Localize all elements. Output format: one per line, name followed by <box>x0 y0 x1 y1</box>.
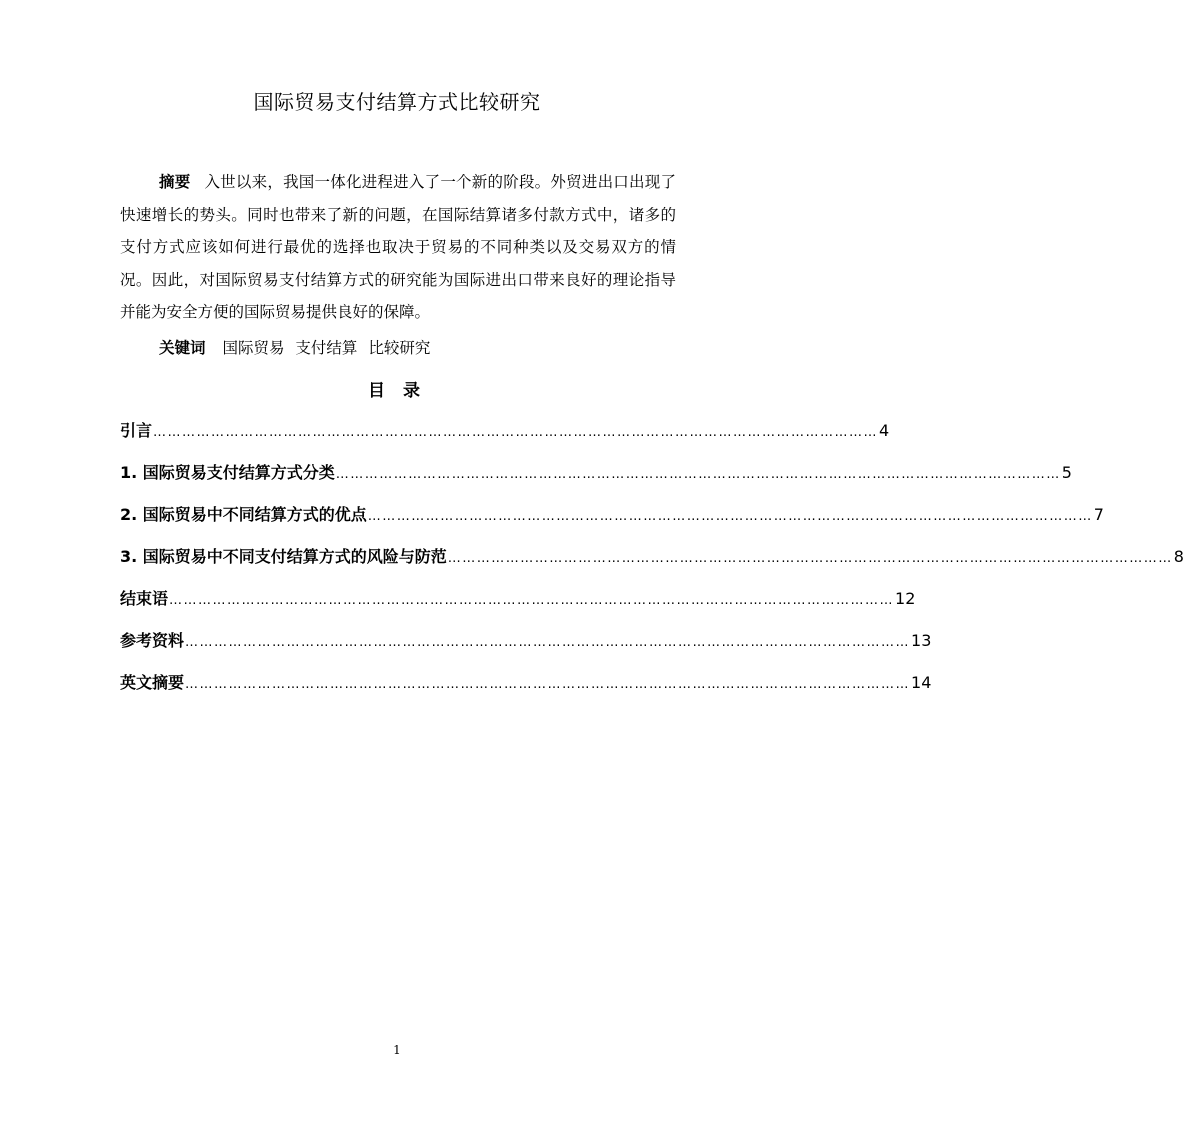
toc-entry[interactable] <box>120 410 890 452</box>
toc-entry-title: 参考资料 <box>120 631 185 650</box>
toc-heading: 目 录 <box>368 381 426 401</box>
keywords-line <box>159 332 679 364</box>
toc-entry-title: 1. 国际贸易支付结算方式分类 <box>120 463 335 482</box>
toc-entry[interactable] <box>120 620 932 662</box>
toc-leader-dots: …………………………………………………………………………………………………………………………………… <box>153 425 879 440</box>
toc-entry-page: 7 <box>1093 505 1104 524</box>
toc-entry-page: 8 <box>1173 547 1184 566</box>
toc-entry[interactable] <box>120 494 1104 536</box>
toc-entry-page: 14 <box>911 673 932 692</box>
keyword-item: 比较研究 <box>368 339 431 357</box>
toc-leader-dots: …………………………………………………………………………………………………………………………………… <box>335 467 1061 482</box>
table-of-contents <box>120 410 1184 704</box>
toc-entry-page: 13 <box>911 631 932 650</box>
abstract-text: 入世以来，我国一体化进程进入了一个新的阶段。外贸进出口出现了快速增长的势头。同时也带来了新的问题，在国际结算诸多付款方式中，诸多的支付方式应该如何进行最优的选择也取决于贸易的不同种类以及交易双方的情况。因此，对国际贸易支付结算方式的研究能为国际进出口带来良好的理论指导并能为安全方便的国际贸易提供良好的保障。 <box>120 173 676 321</box>
toc-leader-dots: …………………………………………………………………………………………………………………………………… <box>185 635 911 650</box>
toc-entry-title: 引言 <box>120 421 153 440</box>
toc-leader-dots: …………………………………………………………………………………………………………………………………… <box>185 677 911 692</box>
toc-entry-page: 5 <box>1061 463 1072 482</box>
toc-leader-dots: …………………………………………………………………………………………………………………………………… <box>169 593 895 608</box>
keyword-item: 支付结算 <box>295 339 358 357</box>
toc-entry-title: 3. 国际贸易中不同支付结算方式的风险与防范 <box>120 547 447 566</box>
toc-entry[interactable] <box>120 452 1072 494</box>
page-number: 1 <box>393 1043 401 1057</box>
toc-entry-title: 结束语 <box>120 589 169 608</box>
toc-entry[interactable] <box>120 536 1184 578</box>
toc-entry-title: 英文摘要 <box>120 673 185 692</box>
toc-leader-dots: …………………………………………………………………………………………………………………………………… <box>367 509 1093 524</box>
toc-entry-title: 2. 国际贸易中不同结算方式的优点 <box>120 505 367 524</box>
keywords-label: 关键词 <box>159 339 206 357</box>
toc-leader-dots: …………………………………………………………………………………………………………………………………… <box>447 551 1173 566</box>
document-title: 国际贸易支付结算方式比较研究 <box>253 90 541 114</box>
keyword-item: 国际贸易 <box>222 339 285 357</box>
toc-entry[interactable] <box>120 662 932 704</box>
toc-entry[interactable] <box>120 578 916 620</box>
toc-entry-page: 12 <box>895 589 916 608</box>
toc-entry-page: 4 <box>879 421 890 440</box>
abstract-label: 摘要 <box>159 173 191 191</box>
abstract-paragraph <box>120 166 676 329</box>
